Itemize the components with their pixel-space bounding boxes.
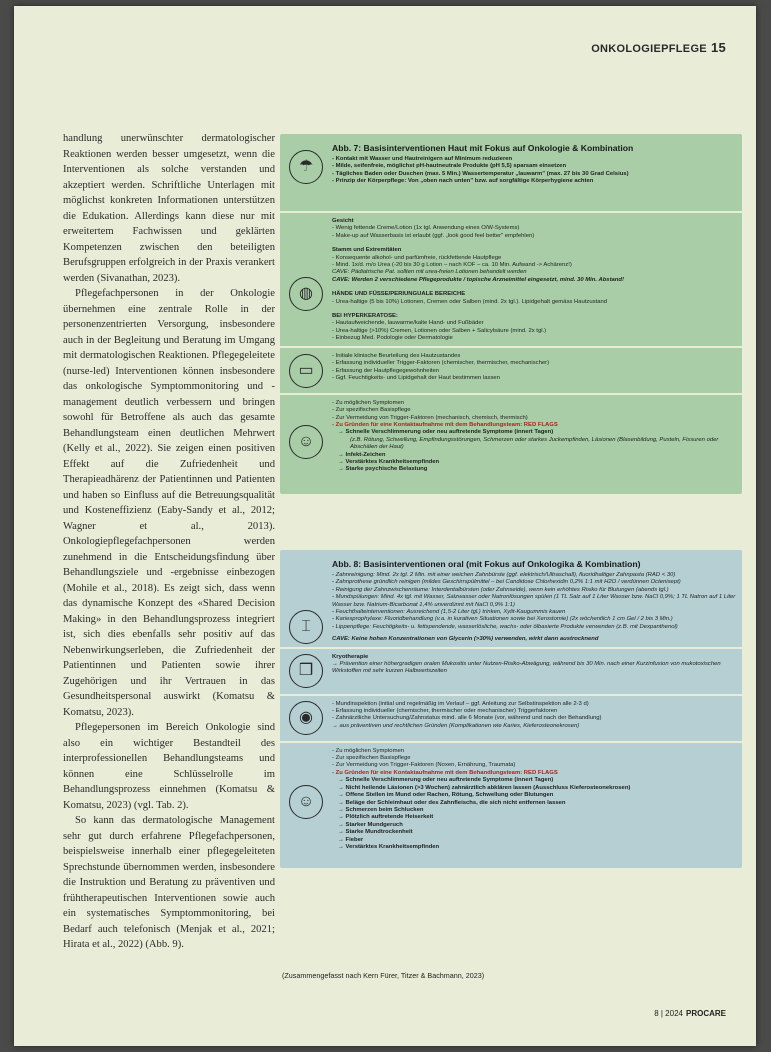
fig8-title: Abb. 8: Basisinterventionen oral (mit Fokus auf Onkologika & Kombination)	[332, 559, 641, 569]
red-flags-heading: - Zu Gründen für eine Kontaktaufnahme mit dem Behandlungsteam: RED FLAGS	[332, 769, 558, 776]
consultation-icon: ☺	[289, 785, 323, 819]
list-item: → Starker Mundgeruch	[338, 821, 403, 828]
page-number: 15	[710, 40, 726, 55]
measuring-tape-icon: ▭	[289, 354, 323, 388]
paragraph: Pflegefachpersonen in der Onkologie übernehmen eine zentrale Rolle in der personenzentrierten Versorgung, insbesondere auch in der Begleitung und Beratung im Umgang mit dermatologischen Reaktionen. Pflegegeleitete (nurse-led) Interventionen können insbesondere das onkologische Symptommonitoring und -management deutlich verbessern und bringen sowohl für Betroffene als auch das gesamte Behandlungsteam einen deutlichen Mehrwert (Kelly et al., 2022). Sie zeigen einen positiven Effekt auf die Zufriedenheit und Therapieadhärenz der Patientinnen und Patienten und haben so Einfluss auf die Betreuungsqualität und Kosteneffizienz (Eaby-Sandy et al., 2012; Wagner et al., 2013). Onkologiepflegefachpersonen werden zunehmend in die Entscheidungsfindung über Behandlungsziele und -ergebnisse einbezogen (Mohile et al., 2018). Es zeigt sich, dass wenn das dynamische Konzept des «Shared Decision Making» in den Behandlungsprozess integriert ist, sich dies ebenfalls sehr positiv auf das Nebenwirkungserleben, die Zufriedenheit der Patientinnen und Patienten sowie ihrer Zugehörigen und ihr Vertrauen in das Gesundheitspersonal auswirkt (Komatsu & Komatsu, 2023).	[63, 288, 275, 718]
subheading: Stamm und Extremitäten	[332, 247, 402, 254]
list-item: - Initiale klinische Beurteilung des Hautzustandes	[332, 352, 461, 359]
list-item: - Hautaufweichende, lauwarme/kalte Hand- und Fußbäder	[332, 320, 484, 327]
toothbrush-icon: ⌶	[289, 610, 323, 644]
list-item: - Zu möglichen Symptomen	[332, 747, 405, 754]
list-item: - Zahnprothese gründlich reinigen (mildes Geschirrspülmittel – bei Candidose Chlorhexidin 0,2% 1:1 mit H2O / verdünnen Octenisept)	[332, 579, 681, 586]
list-item: → Starke psychische Belastung	[338, 466, 428, 473]
fig7-title: Abb. 7: Basisinterventionen Haut mit Fokus auf Onkologie & Kombination	[332, 143, 634, 153]
running-header	[591, 40, 726, 55]
list-item: - Milde, seifenfreie, möglichst pH-hautneutrale Produkte (pH 5,5) sparsam einsetzen	[332, 163, 567, 170]
list-item: - Zu möglichen Symptomen	[332, 399, 405, 406]
cave-note: CAVE: Keine hohen Konzentrationen von Glycerin (>30%) verwenden, wirkt dann austrocknend	[332, 636, 599, 643]
list-item: - Make-up auf Wasserbasis ist erlaubt (ggf. „look good feel better" empfehlen)	[332, 232, 535, 239]
fig8-section-education	[280, 741, 742, 868]
shower-icon: ☂	[289, 150, 323, 184]
list-item: - Ggf. Feuchtigkeits- und Lipidgehalt der Haut bestimmen lassen	[332, 374, 500, 381]
list-item: → Prävention einer höhergradigen oralen Mukositis unter Nutzen-Risiko-Abwägung, während bis 30 Min. nach einer Kurzinfusion von mukotoxischen Wirkstoffen mit sehr kurzen Halbwertszeiten	[332, 661, 721, 675]
subheading: Gesicht	[332, 218, 354, 224]
fig8-section-cryotherapy	[280, 647, 742, 694]
list-item: - Feuchthalteinterventionen: Ausreichend (1,5-2 Liter tgl.) trinken, Xylit-Kaugummis kauen	[332, 609, 566, 616]
list-item: → Nicht heilende Läsionen (>3 Wochen) zahnärztlich abklären lassen (Ausschluss Kieferosteonekrosen)	[338, 784, 631, 791]
ice-cube-icon: ❒	[289, 654, 323, 688]
fig7-section-education	[280, 393, 742, 494]
list-item: → Verstärktes Krankheitsempfinden	[338, 843, 440, 850]
list-item: - Urea-haltige (>10%) Cremen, Lotionen oder Salben + Salicylsäure (mind. 2x tgl.)	[332, 327, 547, 334]
list-item: - Zur spezifischen Basispflege	[332, 407, 411, 414]
list-item: CAVE: Werden 2 verschiedene Pflegeprodukte / topische Arzneimittel eingesetzt, mind. 30 Min. Abstand!	[332, 276, 624, 283]
list-item: - Prinzip der Körperpflege: Von „oben nach unten" bzw. auf sorgfältige Körperhygiene achten	[332, 178, 594, 185]
page	[14, 6, 756, 1046]
list-item: - Erfassung individueller (chemischer, thermischer oder mechanischer) Triggerfaktoren	[332, 708, 558, 715]
red-flags-heading: - Zu Gründen für eine Kontaktaufnahme mit dem Behandlungsteam: RED FLAGS	[332, 421, 558, 428]
list-item: → Verstärktes Krankheitsempfinden	[338, 458, 440, 465]
list-item: - Erfassung individueller Trigger-Faktoren (chemischer, thermischer, mechanischer)	[332, 360, 550, 367]
figure-7-skin	[280, 134, 742, 494]
list-item: CAVE: Pädiatrische Pat. sollten mit urea-freien Lotionen behandelt werden	[332, 269, 527, 276]
consultation-icon: ☺	[289, 425, 323, 459]
list-item: - Konsequente alkohol- und parfümfreie, rückfettende Hautpflege	[332, 254, 502, 261]
list-item: - Zur Vermeidung von Trigger-Faktoren (mechanisch, chemisch, thermisch)	[332, 414, 528, 421]
list-item: - Kontakt mit Wasser und Hautreinigern auf Minimum reduzieren	[332, 156, 513, 162]
list-item: - Wenig fettende Creme/Lotion (1x tgl. Anwendung eines O/W-Systems)	[332, 225, 520, 232]
list-item: - Mundinspektion (initial und regelmäßig im Verlauf – ggf. Anleitung zur Selbstinspektion alle 2-3 d)	[332, 700, 589, 707]
cream-jar-icon: ◍	[289, 277, 323, 311]
list-item: → Schmerzen beim Schlucken	[338, 806, 424, 813]
list-item: - Tägliches Baden oder Duschen (max. 5 Min.) Wassertemperatur „lauwarm" (max. 27 bis 30 Grad Celsius)	[332, 170, 629, 177]
list-item: → Beläge der Schleimhaut oder des Zahnfleischs, die sich nicht entfernen lassen	[338, 799, 566, 806]
page-footer	[654, 1009, 726, 1018]
list-item: (z.B. Rötung, Schwellung, Empfindungsstörungen, Schmerzen oder starkes Juckempfinden, Läsionen (Blasenbildung, Pusteln, Fissuren oder Abschälen der Haut)	[350, 436, 719, 451]
list-item: → Starke Mundtrockenheit	[338, 829, 413, 836]
list-item: → Schnelle Verschlimmerung oder neu auftretende Symptome (innert Tagen)	[338, 777, 554, 784]
list-item: - Einbezug Med. Podologie oder Dermatologie	[332, 335, 453, 342]
list-item: → Schnelle Verschlimmerung oder neu auftretende Symptome (innert Tagen)	[338, 429, 554, 436]
subheading: BEI HYPERKERATOSE:	[332, 313, 398, 320]
fig7-section-care	[280, 211, 742, 346]
list-item: - Mundspülungen: Mind. 4x tgl. mit Wasser, Salzwasser oder Natronlösungen spülen (1 TL Salz auf 1 Liter Wasser bzw. NaCl 0,9%; 1 TL Natron auf 1 Liter Wasser bzw. Natrium-Bicarbonat 1,4% unverdünnt mit NaCl 0,9% 1:1)	[332, 594, 736, 608]
list-item: → Offene Stellen im Mund oder Rachen, Rötung, Schwellung oder Blutungen	[338, 792, 554, 799]
inspection-icon: ◉	[289, 701, 323, 735]
subheading: Kryotherapie	[332, 653, 369, 660]
list-item: - Kariesprophylaxe: Fluoridbehandlung (v.a. in kurativen Situationen sowie bei Xerostomie) (2x wöchentlich 1 cm Gel / 2 bis 3 Min.)	[332, 616, 673, 623]
fig8-section-hygiene	[280, 550, 742, 647]
figure-caption: (Zusammengefasst nach Kern Fürer, Titzer & Bachmann, 2023)	[282, 971, 485, 980]
list-item: → Fieber	[338, 836, 364, 843]
list-item: - Zahnärztliche Untersuchung/Zahnstatus mind. alle 6 Monate (vor, während und nach der Behandlung)	[332, 715, 602, 722]
list-item: - Erfassung der Hautpflegegewohnheiten	[332, 367, 440, 374]
list-item: - Reinigung der Zahnzwischenräume: Interdentalbürsten (oder Zahnseide), wenn kein erhöhtes Risiko für Blutungen (abends tgl.)	[332, 586, 669, 593]
list-item: - Mind. 1x/d. m/o Urea (-20 bis 30 g Lotion – nach KOF – ca. 10 Min. Aufwand -> Achärenz!)	[332, 262, 572, 269]
paragraph: handlung unerwünschter dermatologischer Reaktionen werden besser umgesetzt, wenn die Interventionen als solche verstanden und akzeptiert werden. Schriftliche Unterlagen mit möglichst konkreten Informationen unterstützen die Edukation. Allerdings kann diese nur mit erweitertem Fachwissen und geklärten Kompetenzen zwischen den beteiligten Berufsgruppen erfolgreich in der Praxis verankert werden (Sivanathan, 2023).	[63, 133, 275, 284]
paragraph: Pflegepersonen im Bereich Onkologie sind also ein wichtiger Bestandteil des interprofessionellen Behandlungsteams und können eine Schlüsselrolle im Behandlungsprozess einnehmen (Komatsu & Komatsu, 2023) (vgl. Tab. 2).	[63, 722, 275, 811]
list-item: - Lippenpflege: Feuchtigkeits- u. fettspendende, wasserlösliche, wachs- oder ölbasierte Produkte verwenden (z.B. mit Dexpanthenol)	[332, 623, 678, 630]
figure-8-oral	[280, 550, 742, 868]
list-item: → Infekt-Zeichen	[338, 451, 386, 458]
list-item: - Urea-haltige (5 bis 10%) Lotionen, Cremen oder Salben (mind. 2x tgl.). Lipidgehalt gemäss Hautzustand	[332, 298, 608, 305]
fig7-section-assessment	[280, 346, 742, 393]
section-title: ONKOLOGIEPFLEGE	[591, 43, 707, 55]
subheading: HÄNDE UND FÜSSE/PERIUNGUALE BEREICHE	[332, 291, 466, 298]
issue-number: 8 | 2024	[654, 1009, 683, 1018]
list-item: - Zur spezifischen Basispflege	[332, 755, 411, 762]
fig8-section-assessment	[280, 694, 742, 741]
list-item: → Plötzlich auftretende Heiserkeit	[338, 814, 434, 821]
list-item: - Zahnreinigung: Mind. 2x tgl. 2 Min. mit einer weichen Zahnbürste (ggf. elektrisch/Ultraschall), fluoridhaltiger Zahnpasta (RAD < 30)	[332, 572, 676, 578]
brand-name: PROCARE	[685, 1009, 726, 1018]
body-text-column	[63, 131, 275, 953]
list-item: → aus präventiven und rechtlichen Gründen (Komplikationen wie Karies, Kieferosteonekrosen)	[332, 722, 580, 729]
fig7-section-hygiene	[280, 134, 742, 211]
paragraph: So kann das dermatologische Management sehr gut durch erfahrene Pflegefachpersonen, beispielsweise innerhalb einer pflegegeleiteten Sprechstunde übernommen werden, insbesondere die Instruktion und Beratung zu präventiven und frühtherapeutischen Interventionen sowie auch ein systematisches Symptommonitoring, bei Bedarf auch telefonisch (Menjak et al., 2021; Hirata et al., 2022) (Abb. 9).	[63, 815, 275, 950]
list-item: - Zur Vermeidung von Trigger-Faktoren (Noxen, Ernährung, Traumata)	[332, 762, 516, 769]
